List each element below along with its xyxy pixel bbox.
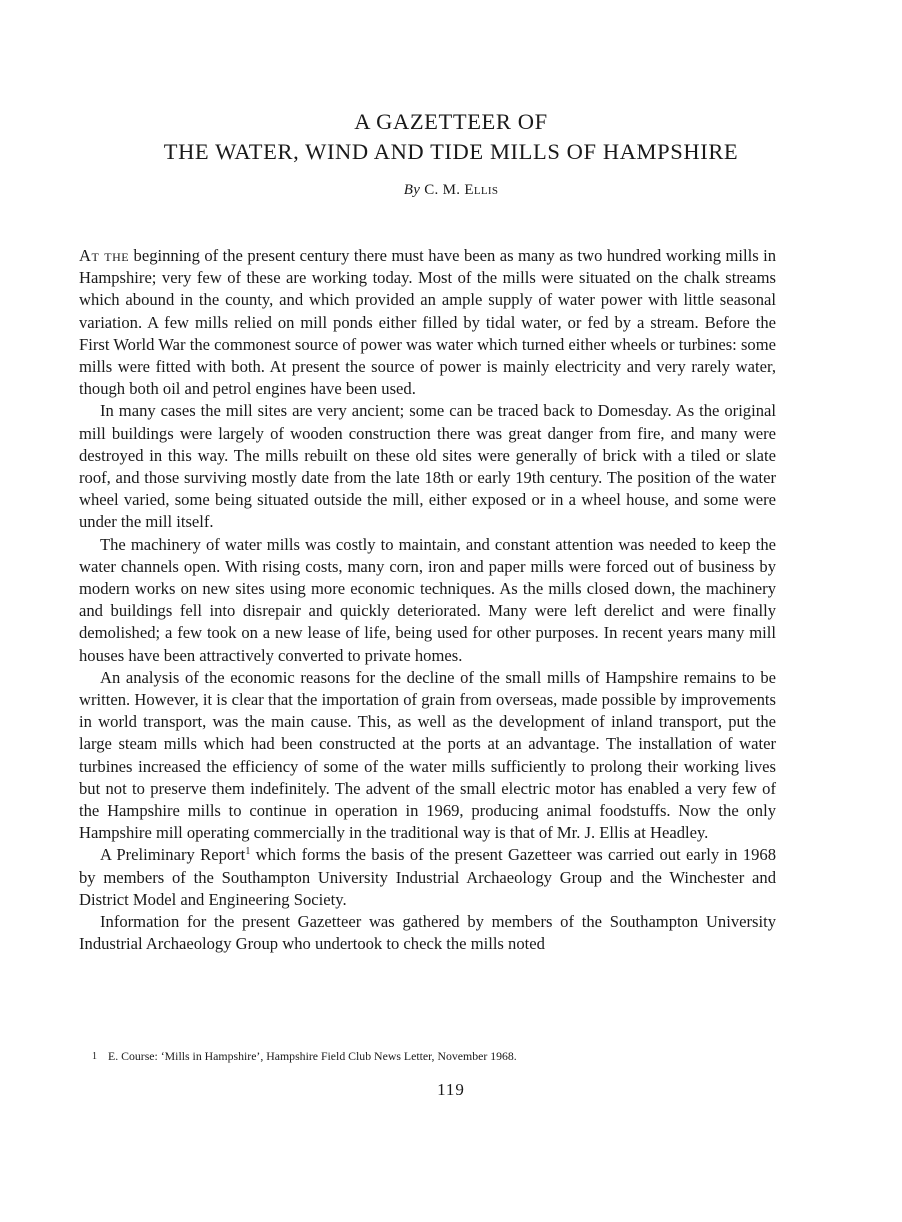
paragraph-1 bbox=[79, 245, 776, 400]
article-body bbox=[79, 245, 776, 956]
page-number: 119 bbox=[437, 1080, 465, 1099]
paragraph-4: An analysis of the economic reasons for the decline of the small mills of Hampshire remains to be written. However, it is clear that the importation of grain from overseas, made possible by improvements in world transport, was the main cause. This, as well as the development of inland transport, put the large steam mills which had been constructed at the ports at an advantage. The installation of water turbines increased the efficiency of some of the water mills sufficiently to prolong their working lives but not to preserve them indefinitely. The advent of the small electric motor has enabled a very few of the Hampshire mills to continue in operation in 1969, producing animal foodstuffs. Now the only Hampshire mill operating commercially in the traditional way is that of Mr. J. Ellis at Headley. bbox=[79, 667, 776, 843]
article-title-line-1: A GAZETTEER OF bbox=[354, 109, 548, 134]
author-name: C. M. Ellis bbox=[424, 182, 499, 198]
paragraph-6: Information for the present Gazetteer was gathered by members of the Southampton University Industrial Archaeology Group who undertook to check the mills noted bbox=[79, 912, 776, 954]
paragraph-5-before: A Preliminary Report bbox=[100, 845, 246, 865]
paragraph-5-after: which forms the basis of the present Gazetteer was carried out early in 1968 by members of the Southampton University Industrial Archaeology Group and the Winchester and District Model and Engineering Society. bbox=[79, 845, 777, 909]
paragraph-1-text: beginning of the present century there must have been as many as two hundred working mills in Hampshire; very few of these are working today. Most of the mills were situated on the chalk streams which abound in the county, and which provided an ample supply of water power with little seasonal variation. A few mills relied on mill ponds either filled by tidal water, or fed by a stream. Before the First World War the commonest source of power was water which turned either wheels or turbines: some mills were fitted with both. At present the source of power is mainly electricity and very rarely water, though both oil and petrol engines have been used. bbox=[79, 246, 776, 399]
footnote-text: E. Course: ‘Mills in Hampshire’, Hampshire Field Club News Letter, November 1968. bbox=[108, 1049, 517, 1063]
footnote-mark: 1 bbox=[92, 1051, 97, 1062]
paragraph-3: The machinery of water mills was costly to maintain, and constant attention was needed to keep the water channels open. With rising costs, many corn, iron and paper mills were forced out of business by modern works on new sites using more economic techniques. As the mills closed down, the machinery and buildings fell into disrepair and quickly deteriorated. Many were left derelict and were finally demolished; a few took on a new lease of life, being used for other purposes. In recent years many mill houses have been attractively converted to private homes. bbox=[79, 534, 776, 665]
byline bbox=[0, 182, 902, 199]
byline-by: By bbox=[403, 182, 421, 198]
article-title-line-2: THE WATER, WIND AND TIDE MILLS OF HAMPSHIRE bbox=[163, 139, 739, 164]
footnote bbox=[92, 1048, 782, 1065]
paragraph-1-lead: At the bbox=[79, 246, 130, 265]
paragraph-5 bbox=[79, 844, 776, 911]
paragraph-2: In many cases the mill sites are very ancient; some can be traced back to Domesday. As the original mill buildings were largely of wooden construction there was great danger from fire, and many were destroyed in this way. The mills rebuilt on these old sites were generally of brick with a tiled or slate roof, and those surviving mostly date from the late 18th or early 19th century. The position of the water wheel varied, some being situated outside the mill, either exposed or in a wheel house, and some were under the mill itself. bbox=[79, 401, 776, 532]
footnote-reference: 1 bbox=[245, 846, 251, 858]
